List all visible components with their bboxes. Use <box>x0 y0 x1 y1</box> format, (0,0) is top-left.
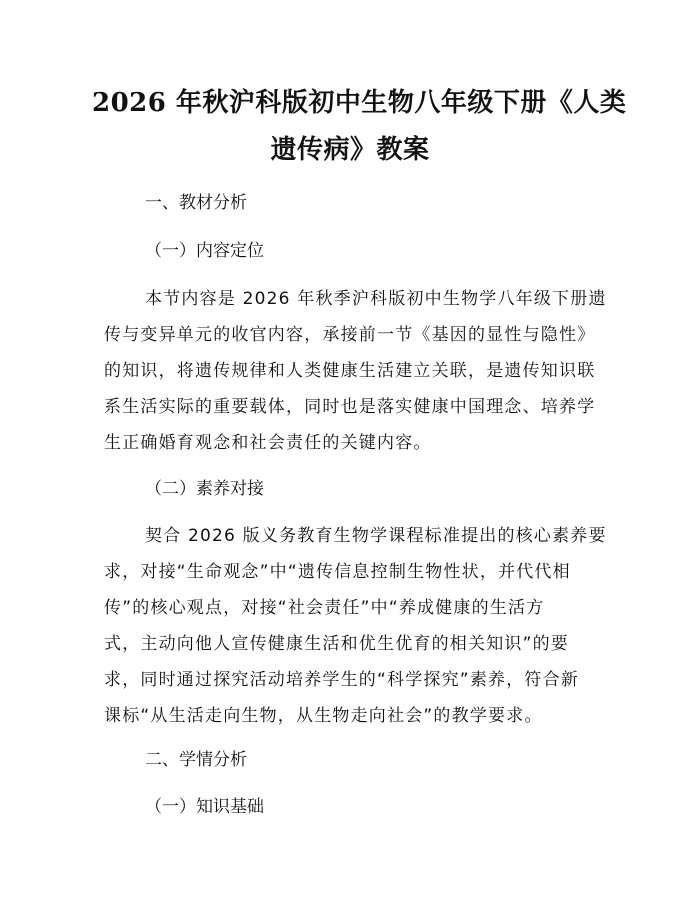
subsection-heading-competency-alignment: （二）素养对接 <box>145 479 264 499</box>
paragraph-line: 传与变异单元的收官内容，承接前一节《基因的显性与隐性》 <box>104 325 596 345</box>
document-title-line-1: 2026 年秋沪科版初中生物八年级下册《人类 <box>92 88 627 118</box>
paragraph-line: 课标“从生活走向生物，从生物走向社会”的教学要求。 <box>104 706 543 726</box>
paragraph-content-positioning <box>104 288 607 454</box>
paragraph-line: 求，同时通过探究活动培养学生的“科学探究”素养，符合新 <box>104 670 580 690</box>
paragraph-line: 求，对接“生命观念”中“遗传信息控制生物性状，并代代相 <box>104 562 571 582</box>
paragraph-line: 的知识，将遗传规律和人类健康生活建立关联，是遗传知识联 <box>104 361 596 381</box>
paragraph-line: 系生活实际的重要载体，同时也是落实健康中国理念、培养学 <box>104 397 596 417</box>
paragraph-line: 契合 2026 版义务教育生物学课程标准提出的核心素养要 <box>145 526 607 546</box>
document-title-line-2: 遗传病》教案 <box>270 135 430 165</box>
section-heading-learner-analysis: 二、学情分析 <box>145 750 247 770</box>
paragraph-line: 传”的核心观点，对接“社会责任”中“养成健康的生活方 <box>104 598 545 618</box>
paragraph-line: 生正确婚育观念和社会责任的关键内容。 <box>104 433 432 453</box>
paragraph-line: 本节内容是 2026 年秋季沪科版初中生物学八年级下册遗 <box>145 289 607 309</box>
paragraph-line: 式，主动向他人宣传健康生活和优生优育的相关知识”的要 <box>104 634 570 654</box>
paragraph-competency-alignment <box>104 525 607 727</box>
subsection-heading-knowledge-foundation: （一）知识基础 <box>145 797 264 817</box>
section-heading-teaching-material-analysis: 一、教材分析 <box>145 193 247 213</box>
subsection-heading-content-positioning: （一）内容定位 <box>145 241 264 261</box>
